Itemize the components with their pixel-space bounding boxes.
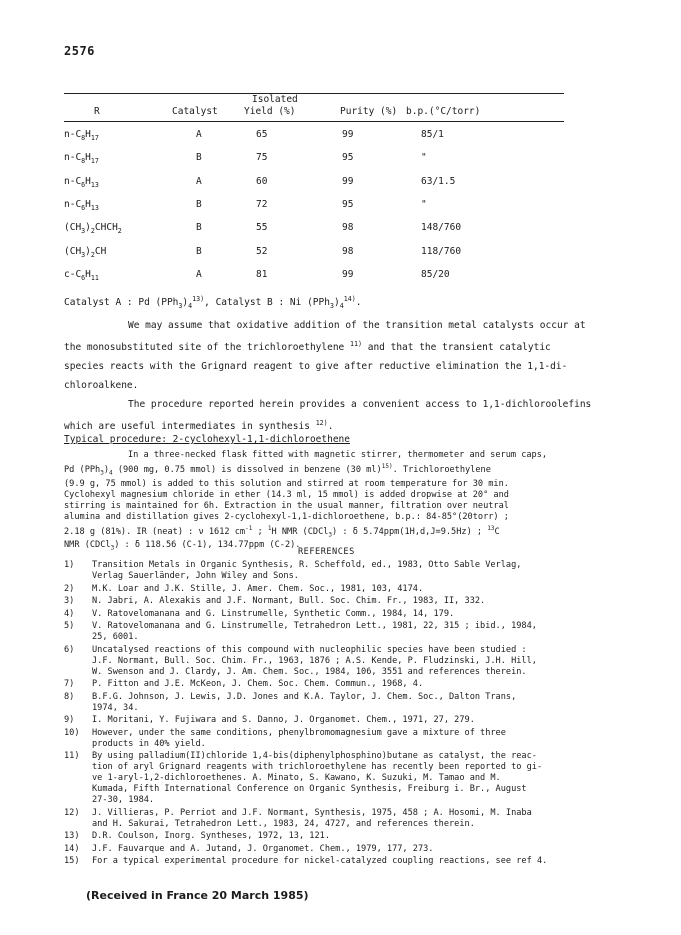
- paragraph-oxidative-addition: We may assume that oxidative addition of the transition metal catalysts occur at the monosubstituted site of the trichloroethylene $^{11)}$ and that the transient catalytic species reacts with the Grignard reagent to give after reductive elimination the 1,1-di- chloroalkene.: [64, 320, 586, 392]
- reference-line: Uncatalysed reactions of this compound with nucleophilic species have been studied :: [92, 644, 527, 655]
- reference-line: I. Moritani, Y. Fujiwara and S. Danno, J. Organomet. Chem., 1971, 27, 279.: [92, 715, 475, 725]
- reference-text: [92, 808, 637, 830]
- reference-line: J.F. Normant, Bull. Soc. Chim. Fr., 1963, 1876 ; A.S. Kende, P. Fludzinski, J.H. Hill,: [92, 655, 537, 666]
- table-cell-purity: 99: [342, 269, 354, 280]
- table-cell-r: $n-C_6H_{13}$: [64, 176, 99, 189]
- reference-line: Verlag Sauerländer, John Wiley and Sons.: [92, 571, 299, 581]
- table-cell-bp: 148/760: [421, 222, 462, 233]
- table-cell-catalyst: A: [196, 176, 202, 187]
- table-cell-purity: 99: [342, 176, 354, 187]
- table-cell-yield: 72: [256, 199, 268, 210]
- table-cell-purity: 98: [342, 222, 354, 233]
- typical-procedure-heading: Typical procedure: 2-cyclohexyl-1,1-dichloroethene: [64, 434, 350, 445]
- reference-item: [64, 621, 639, 643]
- table-cell-catalyst: B: [196, 152, 202, 163]
- table-cell-r: $n-C_8H_{17}$: [64, 152, 99, 165]
- reference-number: 6): [64, 644, 75, 655]
- reference-number: 13): [64, 831, 80, 841]
- table-cell-catalyst: B: [196, 222, 202, 233]
- reference-line: products in 40% yield.: [92, 738, 206, 749]
- reference-line: 27-30, 1984.: [92, 795, 155, 805]
- table-cell-bp: 85/20: [421, 269, 450, 280]
- reference-item: [64, 596, 639, 607]
- reference-number: 5): [64, 621, 75, 631]
- received-date: (Received in France 20 March 1985): [86, 889, 309, 902]
- reference-text: [92, 609, 637, 620]
- reference-line: and H. Sakurai, Tetrahedron Lett., 1983, 24, 4727, and references therein.: [92, 818, 475, 829]
- reference-number: 14): [64, 843, 80, 854]
- reference-text: [92, 856, 637, 867]
- reference-number: 10): [64, 727, 80, 738]
- table-cell-r: $n-C_6H_{13}$: [64, 199, 99, 212]
- reference-line: ve 1-aryl-1,2-dichloroethenes. A. Minato, S. Kawano, K. Suzuki, M. Tamao and M.: [92, 773, 501, 783]
- procedure-text: In a three-necked flask fitted with magnetic stirrer, thermometer and serum caps, Pd $(PPh_3)_4$ (900 mg, 0.75 mmol) is dissolved in benzene (30 ml)$^{15)}$. Trichloroethylene (9.9 g, 75 mmol) is added to this solution and stirred at room temperature for 30 min. Cyclohexyl magnesium chloride in ether (14.3 ml, 15 mmol) is added dropwise at 20° and stirring is maintained for 6h. Extraction in the usual manner, filtration over neutral alumina and distillation gives 2-cyclohexyl-1,1-dichloroethene, b.p.: 84-85°(20torr) ; 2.18 g (81%). IR (neat) : ν 1612 $cm^{-1}$ ; $^1$H NMR (CDCl$_3$) : δ 5.74ppm(1H,d,J=9.5Hz) ; $^{13}$C NMR (CDCl$_3$) : δ 118.56 (C-1), 134.77ppm (C-2).: [64, 450, 548, 552]
- reference-line: For a typical experimental procedure for nickel-catalyzed coupling reactions, see ref 4.: [92, 856, 548, 866]
- table-cell-r: $n-C_8H_{17}$: [64, 129, 99, 142]
- reference-item: [64, 831, 639, 842]
- table-footnote: Catalyst A : Pd $(PPh_3)_4^{13)}$, Catalyst B : Ni $(PPh_3)_4^{14)}$.: [64, 295, 362, 311]
- reference-text: [92, 692, 637, 714]
- paragraph-procedure-access: The procedure reported herein provides a convenient access to 1,1-dichloroolefins which are useful intermediates in synthesis $^{12)}$.: [64, 399, 592, 433]
- reference-line: tion of aryl Grignard reagents with trichloroethylene has recently been reported to gi-: [92, 762, 543, 772]
- references-heading: REFERENCES: [298, 547, 355, 557]
- reference-number: 11): [64, 751, 80, 761]
- reference-line: 25, 6001.: [92, 632, 139, 642]
- reference-number: 1): [64, 560, 75, 570]
- reference-item: [64, 856, 639, 867]
- reference-text: [92, 584, 637, 595]
- header-yield-line1: Isolated: [252, 94, 298, 105]
- table-cell-purity: 95: [342, 152, 354, 163]
- reference-number: 9): [64, 715, 75, 725]
- reference-text: [92, 715, 637, 726]
- table-cell-catalyst: B: [196, 246, 202, 257]
- reference-item: [64, 808, 639, 830]
- reference-text: [92, 751, 637, 806]
- table-cell-yield: 55: [256, 222, 268, 233]
- reference-line: J.F. Fauvarque and A. Jutand, J. Organomet. Chem., 1979, 177, 273.: [92, 843, 434, 854]
- reference-number: 4): [64, 608, 75, 619]
- reference-item: [64, 728, 639, 750]
- reference-text: [92, 645, 637, 678]
- header-purity: Purity (%): [340, 106, 398, 117]
- reference-number: 7): [64, 679, 75, 689]
- reference-number: 12): [64, 807, 80, 818]
- reference-item: [64, 609, 639, 620]
- reference-line: W. Swenson and J. Clardy, J. Am. Chem. Soc., 1984, 106, 3551 and references therein.: [92, 666, 527, 677]
- reference-item: [64, 584, 639, 595]
- table-cell-bp: ": [421, 152, 427, 163]
- reference-line: By using palladium(II)chloride 1,4-bis(diphenylphosphino)butane as catalyst, the reac-: [92, 751, 537, 761]
- table-top-rule: [64, 93, 564, 94]
- table-cell-bp: 85/1: [421, 129, 444, 140]
- reference-line: V. Ratovelomanana and G. Linstrumelle, Tetrahedron Lett., 1981, 22, 315 ; ibid., 1984,: [92, 621, 537, 631]
- reference-item: [64, 692, 639, 714]
- reference-line: 1974, 34.: [92, 702, 139, 713]
- table-cell-purity: 99: [342, 129, 354, 140]
- table-cell-purity: 95: [342, 199, 354, 210]
- reference-item: [64, 844, 639, 855]
- page-number: 2576: [64, 44, 95, 58]
- reference-text: [92, 728, 637, 750]
- header-bp: b.p.(°C/torr): [406, 106, 481, 117]
- reference-text: [92, 831, 637, 842]
- reference-line: Kumada, Fifth International Conference on Organic Synthesis, Freiburg i. Br., August: [92, 784, 527, 794]
- table-cell-catalyst: A: [196, 269, 202, 280]
- reference-line: N. Jabri, A. Alexakis and J.F. Normant, Bull. Soc. Chim. Fr., 1983, II, 332.: [92, 596, 486, 606]
- reference-line: Transition Metals in Organic Synthesis, R. Scheffold, ed., 1983, Otto Sable Verlag,: [92, 560, 522, 570]
- table-cell-catalyst: B: [196, 199, 202, 210]
- reference-item: [64, 751, 639, 806]
- table-cell-catalyst: A: [196, 129, 202, 140]
- reference-line: M.K. Loar and J.K. Stille, J. Amer. Chem. Soc., 1981, 103, 4174.: [92, 583, 424, 594]
- table-cell-yield: 75: [256, 152, 268, 163]
- reference-text: [92, 844, 637, 855]
- reference-item: [64, 560, 639, 582]
- table-cell-r: $c-C_6H_{11}$: [64, 269, 99, 282]
- table-cell-yield: 65: [256, 129, 268, 140]
- reference-line: D.R. Coulson, Inorg. Syntheses, 1972, 13, 121.: [92, 831, 330, 841]
- table-header-rule: [64, 121, 564, 122]
- reference-text: [92, 596, 637, 607]
- reference-item: [64, 679, 639, 690]
- reference-line: J. Villieras, P. Perriot and J.F. Normant, Synthesis, 1975, 458 ; A. Hosomi, M. Inaba: [92, 807, 532, 818]
- reference-line: V. Ratovelomanana and G. Linstrumelle, Synthetic Comm., 1984, 14, 179.: [92, 608, 455, 619]
- reference-line: B.F.G. Johnson, J. Lewis, J.D. Jones and K.A. Taylor, J. Chem. Soc., Dalton Trans,: [92, 691, 517, 702]
- reference-text: [92, 621, 637, 643]
- reference-item: [64, 645, 639, 678]
- header-yield-line2: Yield (%): [244, 106, 296, 117]
- reference-number: 15): [64, 856, 80, 866]
- table-cell-r: $(CH_3)_2CH$: [64, 246, 107, 259]
- table-cell-bp: 118/760: [421, 246, 462, 257]
- header-catalyst: Catalyst: [172, 106, 218, 117]
- reference-line: P. Fitton and J.E. McKeon, J. Chem. Soc. Chem. Commun., 1968, 4.: [92, 679, 424, 689]
- reference-line: However, under the same conditions, phenylbromomagnesium gave a mixture of three: [92, 727, 506, 738]
- table-cell-yield: 52: [256, 246, 268, 257]
- reference-number: 3): [64, 596, 75, 606]
- header-r: R: [94, 106, 100, 117]
- table-cell-yield: 81: [256, 269, 268, 280]
- reference-text: [92, 679, 637, 690]
- table-cell-r: $(CH_3)_2CHCH_2$: [64, 222, 122, 235]
- table-cell-yield: 60: [256, 176, 268, 187]
- table-cell-bp: 63/1.5: [421, 176, 456, 187]
- table-cell-purity: 98: [342, 246, 354, 257]
- reference-item: [64, 715, 639, 726]
- table-cell-bp: ": [421, 199, 427, 210]
- reference-number: 8): [64, 691, 75, 702]
- reference-text: [92, 560, 637, 582]
- reference-number: 2): [64, 583, 75, 594]
